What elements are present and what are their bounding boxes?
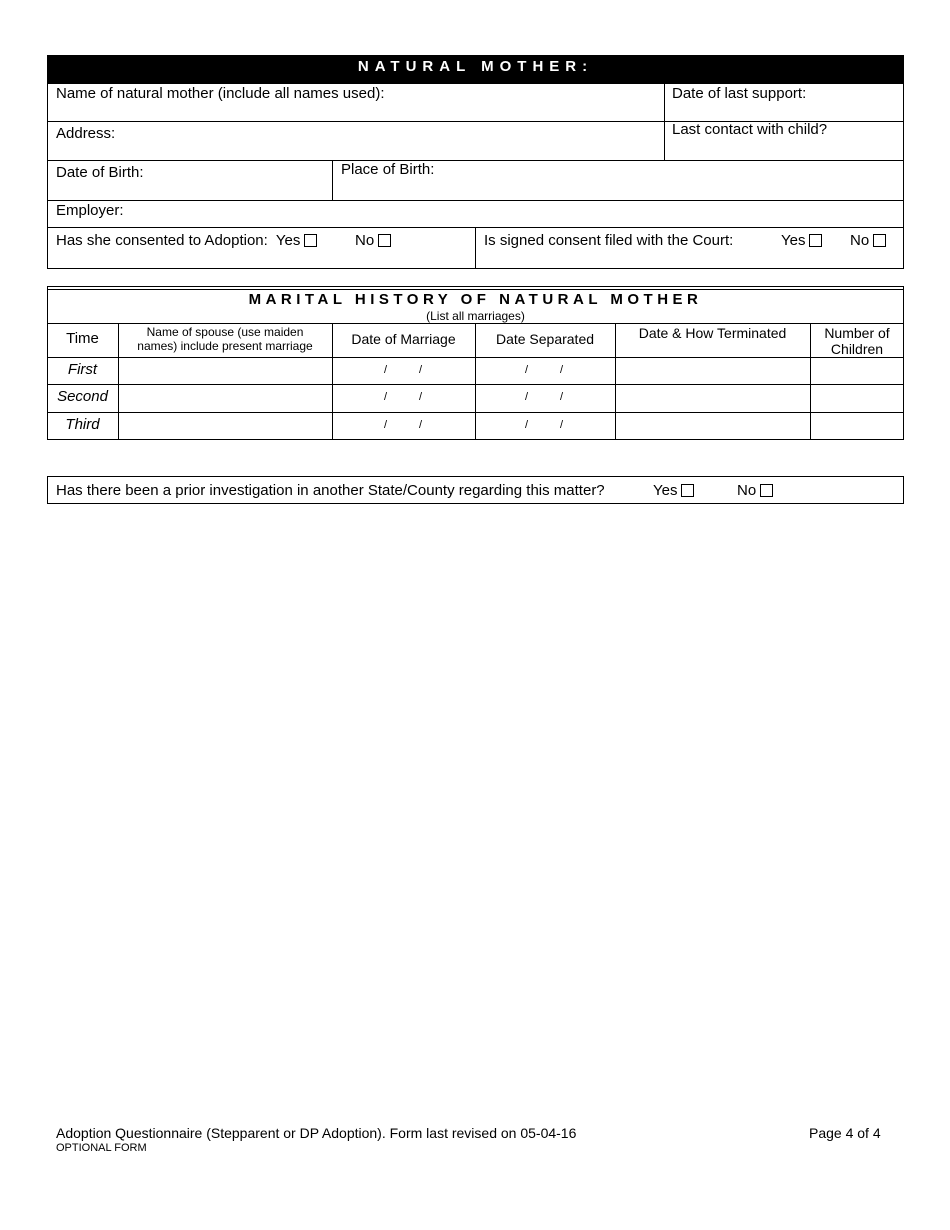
date-separator: / (384, 419, 388, 431)
children-count-cell[interactable] (811, 413, 903, 439)
divider (47, 121, 664, 122)
col-header-time: Time (66, 330, 99, 347)
mother-name-label: Name of natural mother (include all names used): (56, 85, 385, 102)
employer-field[interactable] (56, 202, 124, 220)
children-count-cell[interactable] (811, 385, 903, 411)
marital-history-subtitle: (List all marriages) (426, 309, 525, 323)
last-contact-field[interactable] (672, 121, 827, 139)
footer-form-title: Adoption Questionnaire (Stepparent or DP Adoption). Form last revised on 05-04-16 (56, 1125, 577, 1141)
natural-mother-header: NATURAL MOTHER: (47, 55, 904, 84)
filed-yes-checkbox[interactable] (809, 234, 822, 247)
prior-yes-label: Yes (653, 482, 678, 499)
terminated-cell[interactable] (616, 385, 809, 411)
filed-no-option (850, 232, 886, 250)
consent-label: Has she consented to Adoption: (56, 232, 268, 249)
address-label: Address: (56, 125, 116, 142)
col-header-children-line1: Number of (824, 325, 890, 341)
consent-question (56, 232, 317, 250)
date-separator: / (525, 419, 529, 431)
mother-name-field[interactable] (56, 85, 385, 103)
divider (475, 227, 476, 269)
spouse-name-cell[interactable] (119, 385, 331, 411)
filed-no-label: No (850, 232, 870, 249)
prior-no-checkbox[interactable] (760, 484, 773, 497)
footer-optional-form: OPTIONAL FORM (56, 1142, 147, 1154)
spouse-name-cell[interactable] (119, 358, 331, 384)
divider (47, 289, 904, 290)
col-header-date-separated: Date Separated (495, 331, 595, 347)
date-separator: / (384, 391, 388, 403)
dob-field[interactable] (56, 164, 144, 182)
date-separator: / (419, 419, 423, 431)
col-header-children (810, 325, 904, 357)
col-header-children-line2: Children (830, 341, 884, 357)
last-support-label: Date of last support: (672, 85, 807, 102)
pob-label: Place of Birth: (341, 161, 435, 178)
consent-yes-checkbox[interactable] (304, 234, 317, 247)
date-separator: / (419, 391, 423, 403)
col-header-date-marriage: Date of Marriage (351, 331, 456, 347)
filed-label: Is signed consent filed with the Court: (484, 232, 734, 249)
employer-label: Employer: (56, 202, 124, 219)
divider (664, 84, 665, 160)
row-label-third: Third (65, 416, 100, 433)
date-separator: / (560, 419, 564, 431)
prior-investigation-question: Has there been a prior investigation in another State/County regarding this matter? (56, 482, 605, 499)
consent-no-option (355, 232, 391, 250)
last-contact-label: Last contact with child? (672, 121, 828, 138)
consent-no-checkbox[interactable] (378, 234, 391, 247)
consent-yes-label: Yes (275, 232, 301, 249)
last-support-field[interactable] (672, 85, 806, 103)
footer-page-number: Page 4 of 4 (809, 1125, 881, 1141)
filed-yes-option (781, 232, 822, 250)
filed-question (484, 232, 733, 250)
filed-yes-label: Yes (781, 232, 806, 249)
row-label-first: First (67, 361, 98, 378)
divider (332, 160, 333, 200)
col-header-spouse-line1: Name of spouse (use maiden (146, 325, 304, 339)
terminated-cell[interactable] (616, 358, 809, 384)
row-label-second: Second (57, 388, 108, 405)
pob-field[interactable] (341, 161, 434, 179)
spouse-name-cell[interactable] (119, 413, 331, 439)
col-header-spouse (118, 325, 332, 353)
date-separator: / (560, 364, 564, 376)
dob-label: Date of Birth: (56, 164, 144, 181)
address-field[interactable] (56, 125, 115, 143)
date-separator: / (419, 364, 423, 376)
filed-no-checkbox[interactable] (873, 234, 886, 247)
prior-no-label: No (737, 482, 757, 499)
divider (47, 200, 904, 201)
col-header-terminated: Date & How Terminated (638, 325, 787, 341)
prior-yes-checkbox[interactable] (681, 484, 694, 497)
marital-history-title: MARITAL HISTORY OF NATURAL MOTHER (248, 291, 703, 308)
consent-no-label: No (355, 232, 375, 249)
col-header-spouse-line2: names) include present marriage (137, 339, 313, 353)
date-separator: / (525, 391, 529, 403)
terminated-cell[interactable] (616, 413, 809, 439)
date-separator: / (384, 364, 388, 376)
prior-investigation-yes-option (653, 482, 694, 500)
date-separator: / (560, 391, 564, 403)
date-separator: / (525, 364, 529, 376)
prior-investigation-no-option (737, 482, 773, 500)
divider (47, 160, 904, 161)
children-count-cell[interactable] (811, 358, 903, 384)
